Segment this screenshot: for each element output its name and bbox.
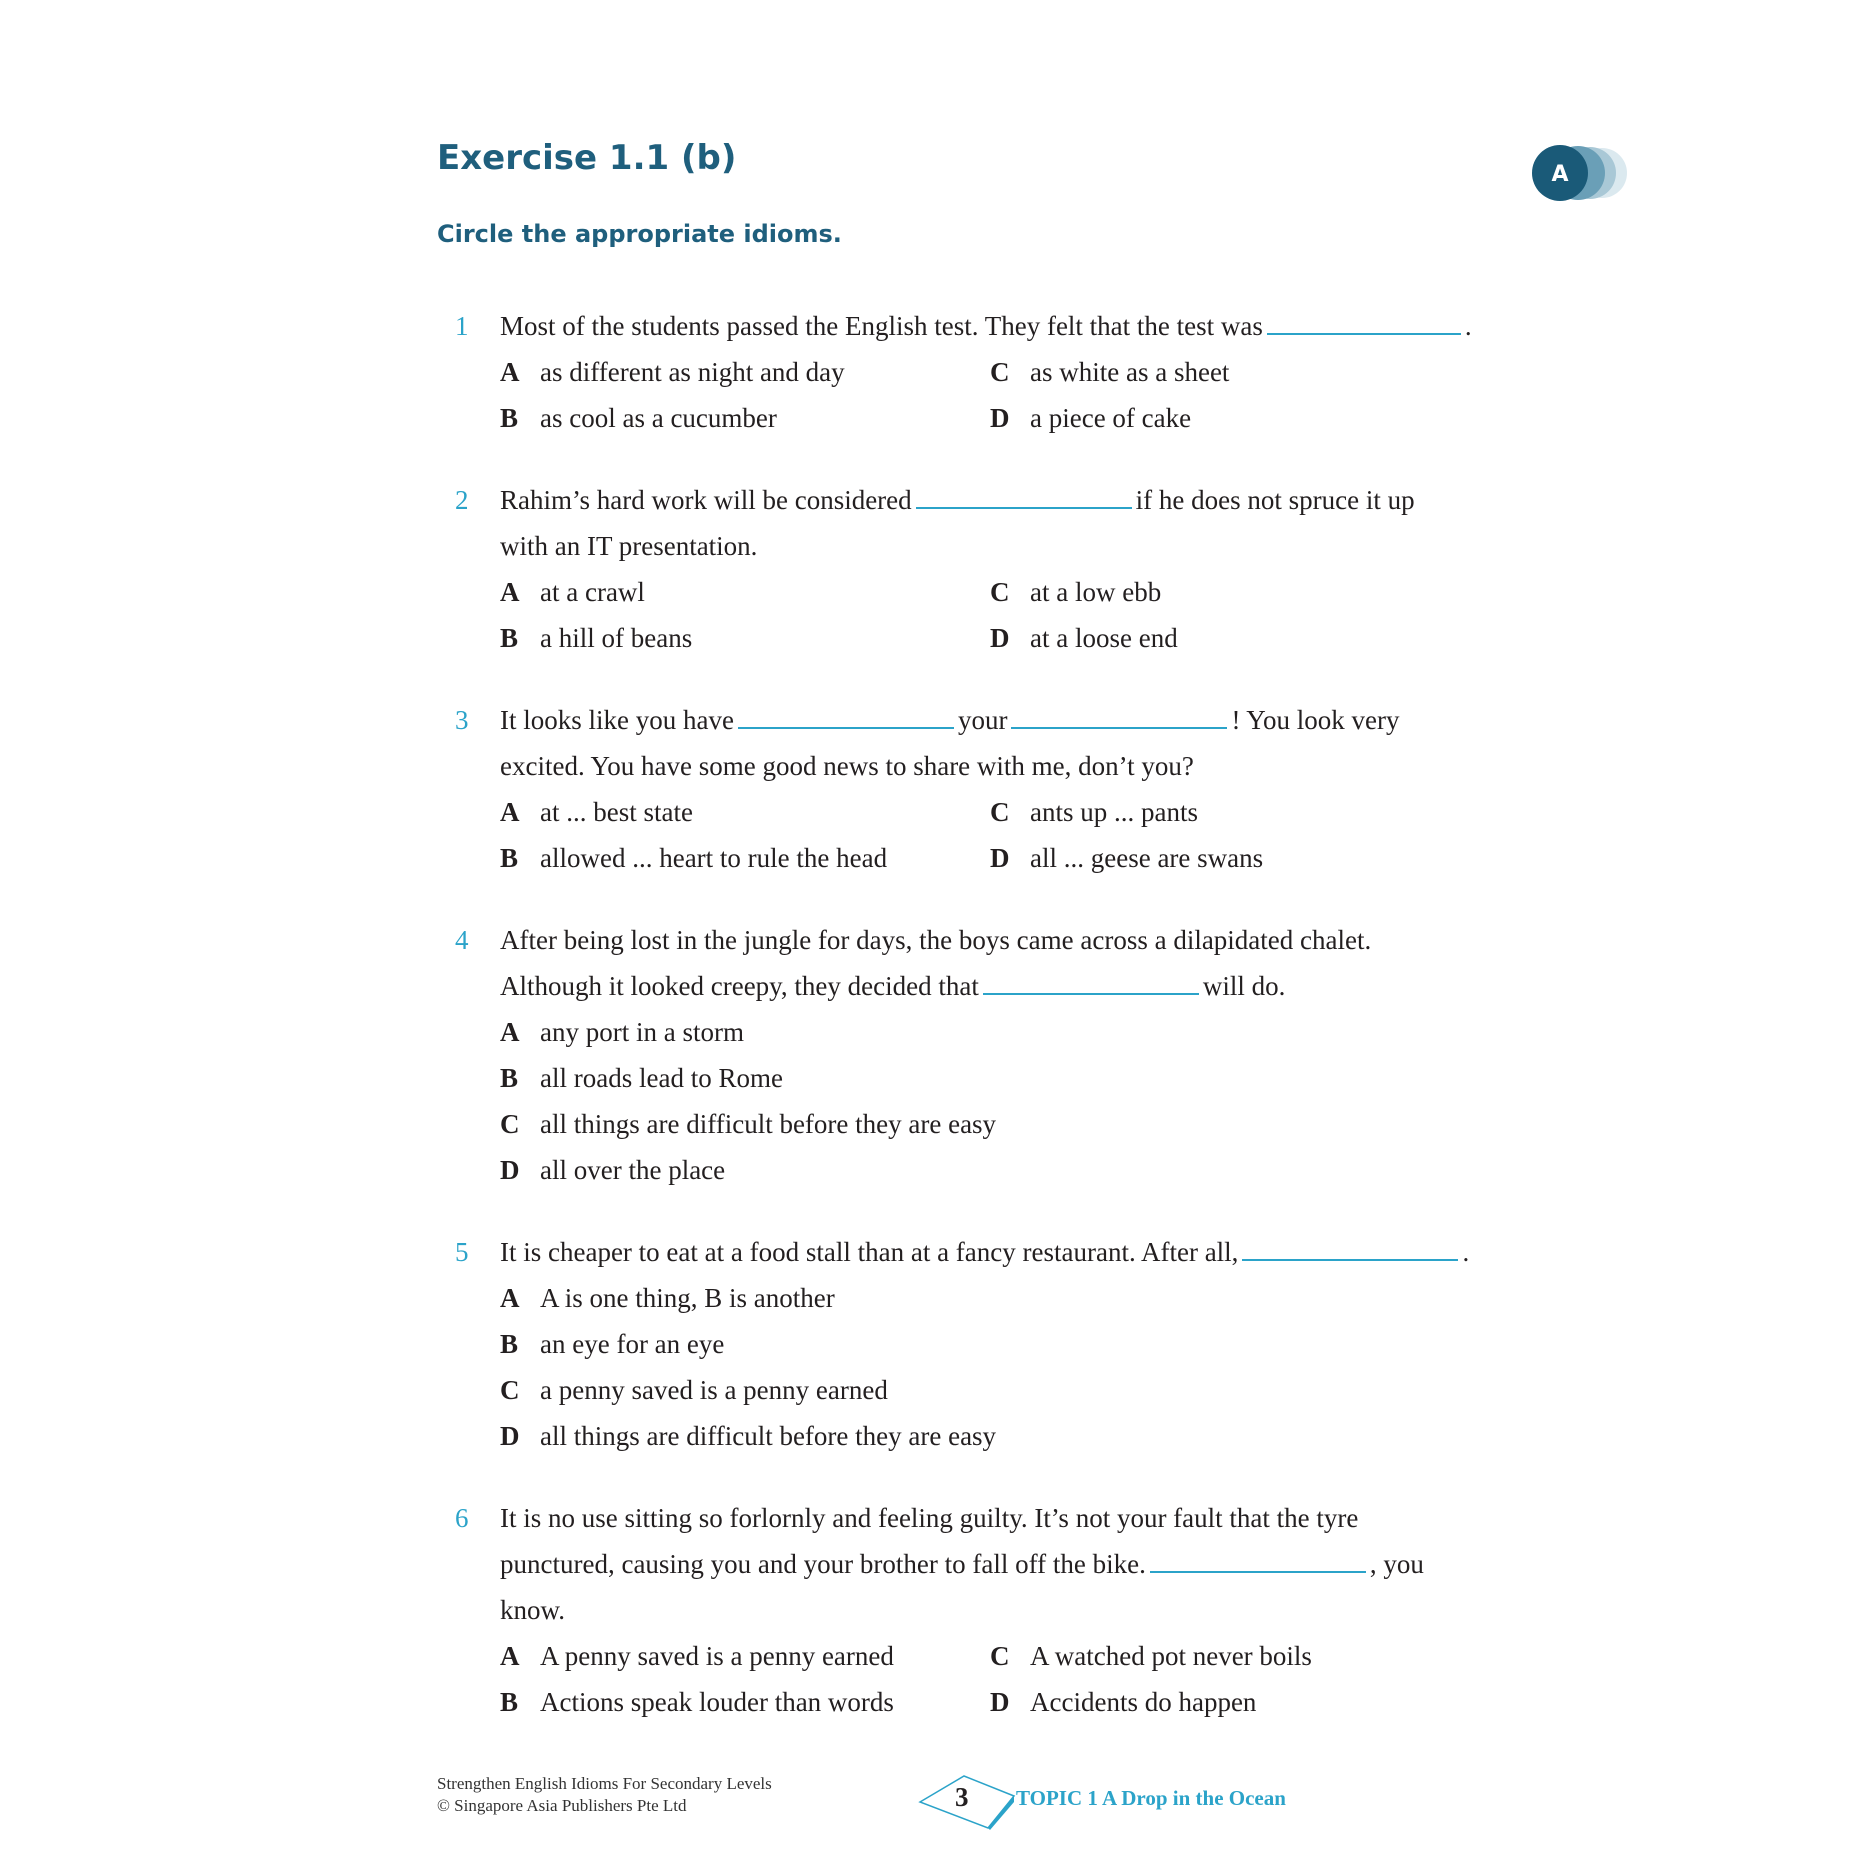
option-3a[interactable]: A at ... best state: [500, 797, 693, 827]
question-1-text: Most of the students passed the English test. They felt that the test was .: [500, 311, 1472, 341]
option-2d[interactable]: D at a loose end: [990, 623, 1178, 653]
exercise-instruction: Circle the appropriate idioms.: [437, 220, 842, 248]
option-3c[interactable]: C ants up ... pants: [990, 797, 1198, 827]
option-6c[interactable]: C A watched pot never boils: [990, 1641, 1312, 1671]
option-4a[interactable]: A any port in a storm: [500, 1017, 744, 1047]
option-2c[interactable]: C at a low ebb: [990, 577, 1162, 607]
option-5d[interactable]: D all things are difficult before they are easy: [500, 1421, 997, 1451]
question-4-text-cont: Although it looked creepy, they decided that will do.: [500, 971, 1286, 1001]
question-2-text: Rahim’s hard work will be considered if he does not spruce it up: [500, 485, 1415, 515]
option-1d[interactable]: D a piece of cake: [990, 403, 1192, 433]
question-3: [455, 704, 469, 736]
question-2-text-cont: with an IT presentation.: [500, 531, 758, 561]
question-4: [455, 924, 469, 956]
answer-blank[interactable]: [983, 971, 1199, 995]
option-5a[interactable]: A A is one thing, B is another: [500, 1283, 835, 1313]
answer-blank[interactable]: [1150, 1549, 1366, 1573]
option-4c[interactable]: C all things are difficult before they are easy: [500, 1109, 997, 1139]
question-5-text: It is cheaper to eat at a food stall than at a fancy restaurant. After all, .: [500, 1237, 1470, 1267]
question-number: 2: [455, 485, 469, 515]
footer-credits: [437, 1773, 772, 1817]
option-2b[interactable]: B a hill of beans: [500, 623, 693, 653]
question-number: 3: [455, 705, 469, 735]
page-number: 3: [955, 1782, 969, 1812]
answer-blank[interactable]: [1011, 705, 1227, 729]
footer-copyright: © Singapore Asia Publishers Pte Ltd: [437, 1796, 687, 1815]
option-5c[interactable]: C a penny saved is a penny earned: [500, 1375, 888, 1405]
question-number: 4: [455, 925, 469, 955]
answer-blank[interactable]: [738, 705, 954, 729]
option-6d[interactable]: D Accidents do happen: [990, 1687, 1257, 1717]
option-6a[interactable]: A A penny saved is a penny earned: [500, 1641, 894, 1671]
question-number: 1: [455, 311, 469, 341]
answer-blank[interactable]: [1242, 1237, 1458, 1261]
level-badge: [1530, 145, 1636, 201]
footer-book-title: Strengthen English Idioms For Secondary Levels: [437, 1774, 772, 1793]
question-number: 6: [455, 1503, 469, 1533]
question-6-text: It is no use sitting so forlornly and feeling guilty. It’s not your fault that the tyre: [500, 1503, 1359, 1533]
exercise-title: Exercise 1.1 (b): [437, 138, 737, 178]
question-6: [455, 1502, 469, 1534]
topic-label: TOPIC 1 A Drop in the Ocean: [1016, 1786, 1286, 1810]
question-4-text: After being lost in the jungle for days, the boys came across a dilapidated chalet.: [500, 925, 1372, 955]
question-1: [455, 310, 469, 342]
question-number: 5: [455, 1237, 469, 1267]
level-badge-letter: A: [1551, 162, 1569, 187]
question-5: [455, 1236, 469, 1268]
answer-blank[interactable]: [1267, 311, 1461, 335]
option-4b[interactable]: B all roads lead to Rome: [500, 1063, 783, 1093]
answer-blank[interactable]: [916, 485, 1132, 509]
question-2: [455, 484, 469, 516]
option-1b[interactable]: B as cool as a cucumber: [500, 403, 777, 433]
question-6-text-cont: punctured, causing you and your brother to fall off the bike. , you: [500, 1549, 1424, 1579]
option-1c[interactable]: C as white as a sheet: [990, 357, 1230, 387]
question-3-text: It looks like you have your ! You look very: [500, 705, 1400, 735]
option-5b[interactable]: B an eye for an eye: [500, 1329, 725, 1359]
option-4d[interactable]: D all over the place: [500, 1155, 726, 1185]
option-3b[interactable]: B allowed ... heart to rule the head: [500, 843, 888, 873]
option-1a[interactable]: A as different as night and day: [500, 357, 845, 387]
option-2a[interactable]: A at a crawl: [500, 577, 645, 607]
question-3-text-cont: excited. You have some good news to share with me, don’t you?: [500, 751, 1194, 781]
question-6-text-end: know.: [500, 1595, 565, 1625]
option-3d[interactable]: D all ... geese are swans: [990, 843, 1264, 873]
option-6b[interactable]: B Actions speak louder than words: [500, 1687, 894, 1717]
